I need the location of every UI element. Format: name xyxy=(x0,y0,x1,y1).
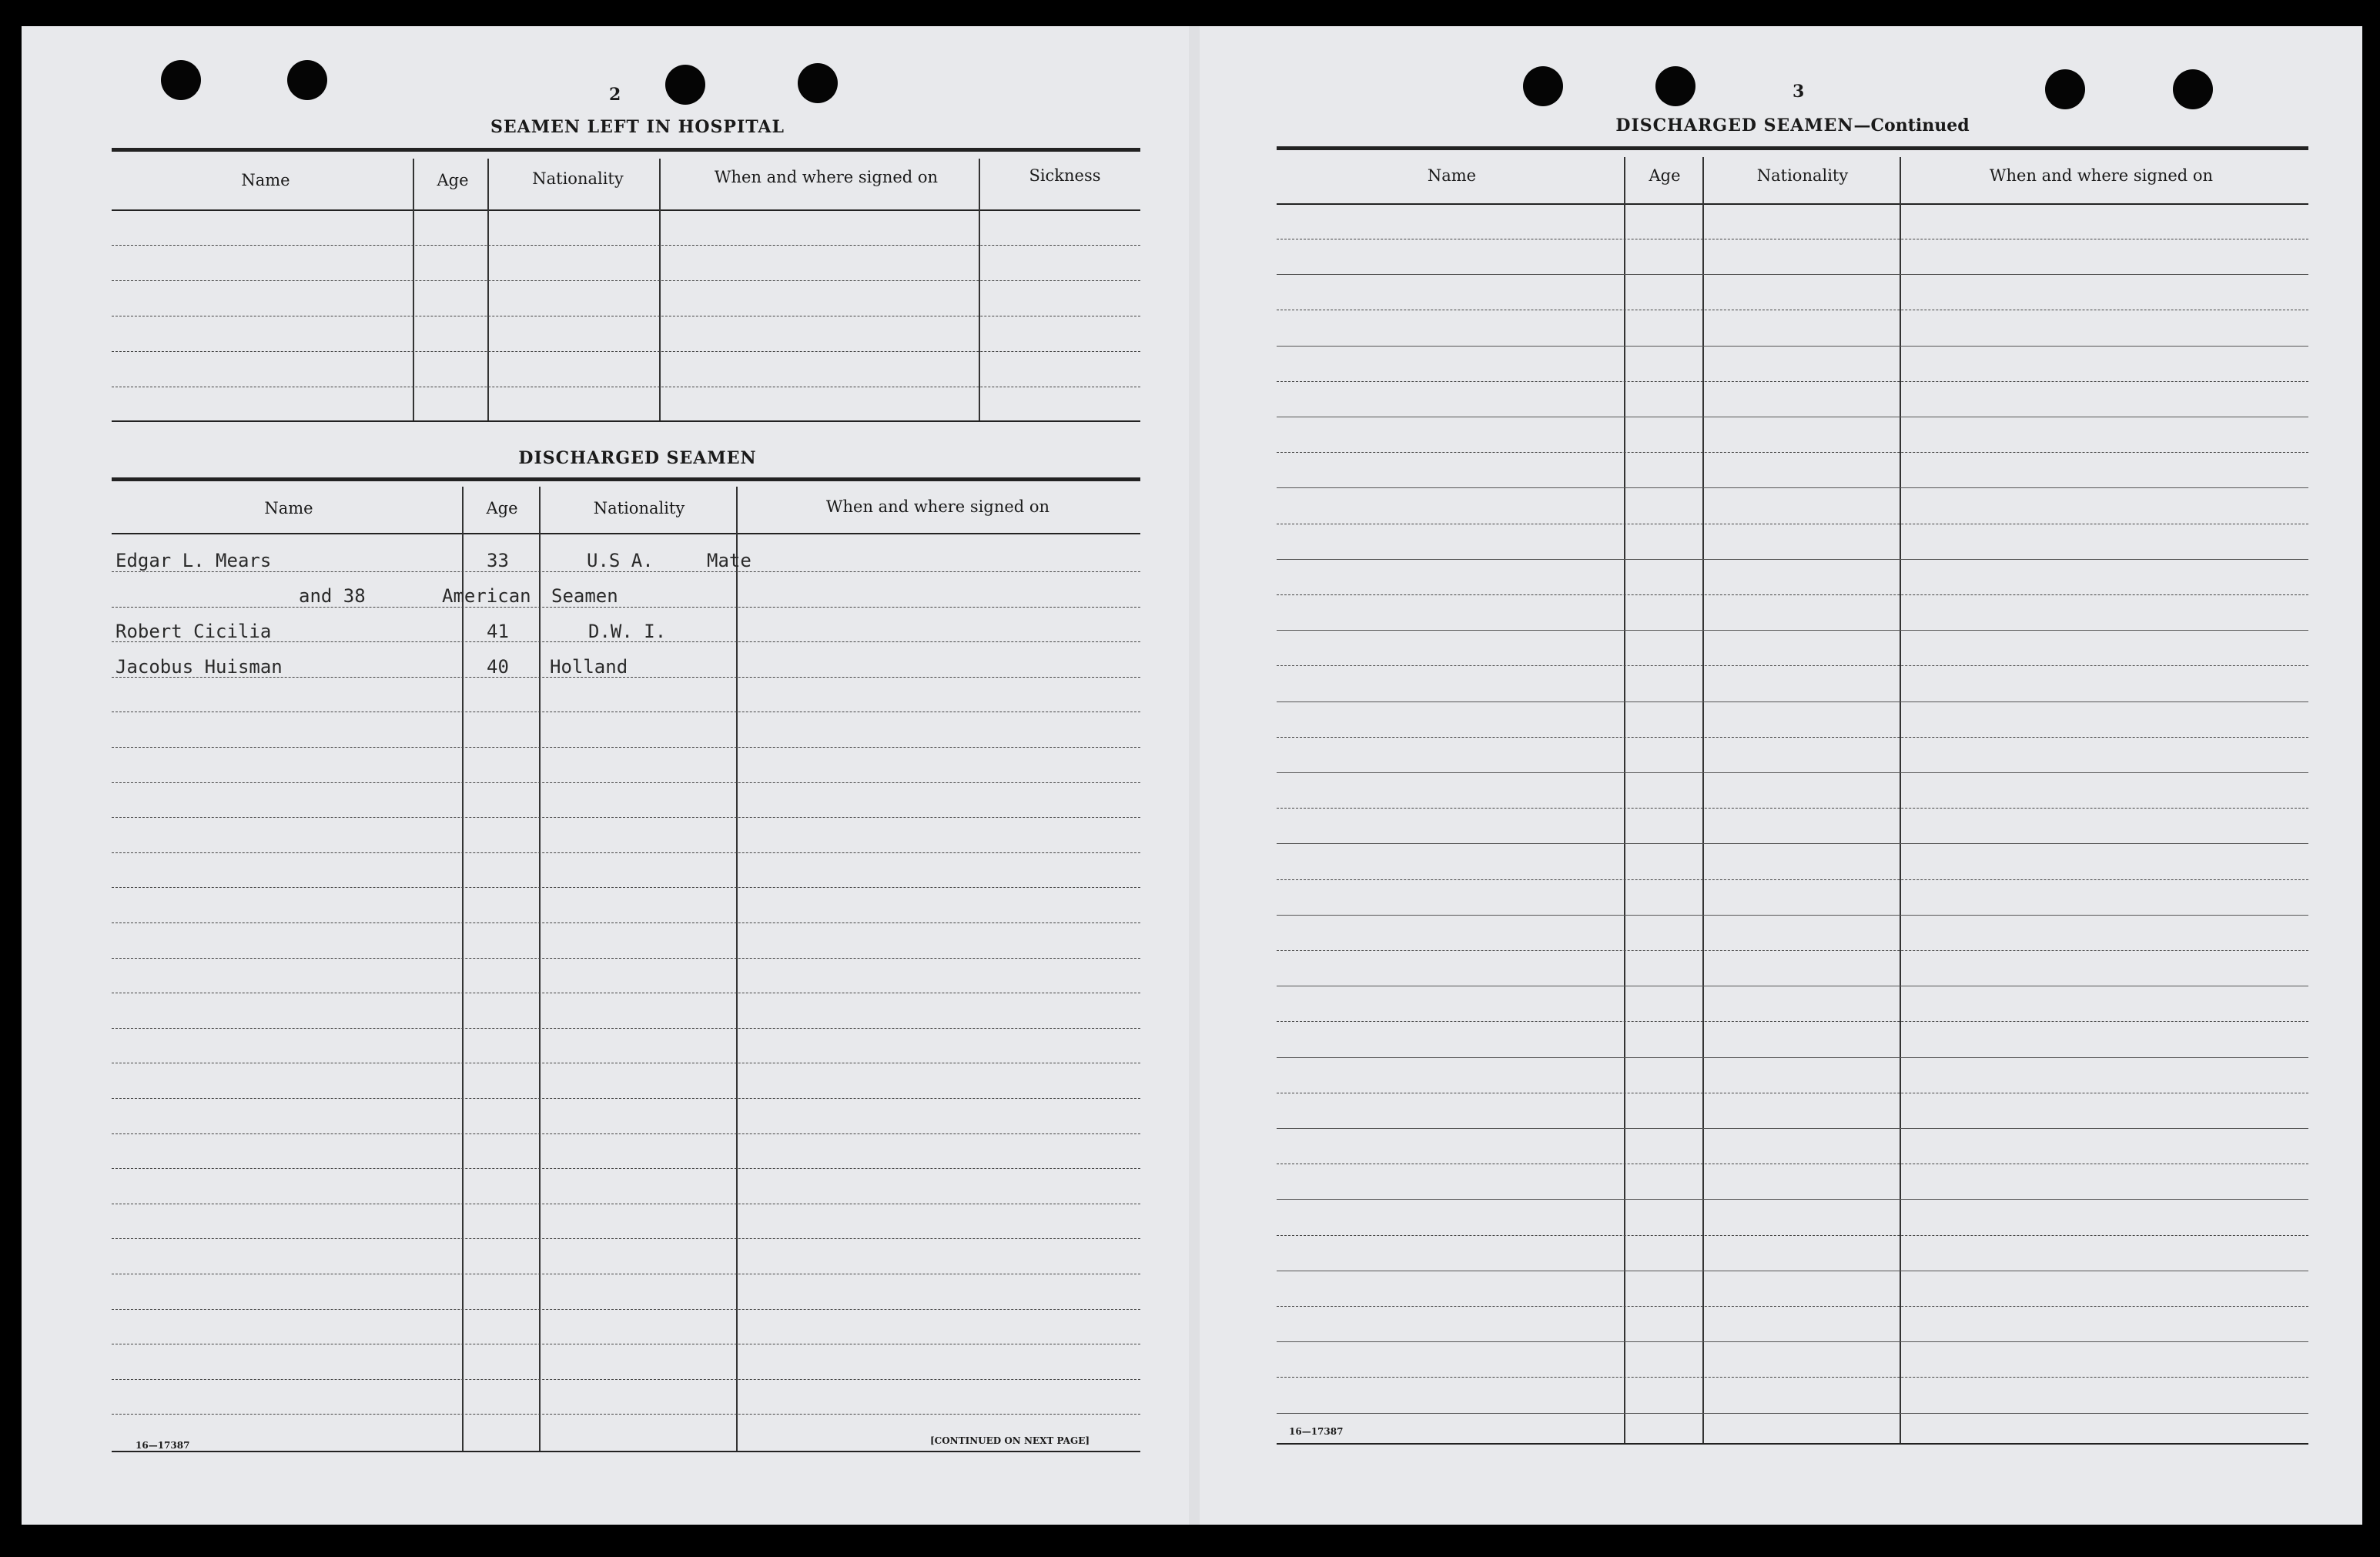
punch-hole xyxy=(161,60,201,100)
discharged-col-name: Name xyxy=(264,499,313,517)
entry-nationality: American xyxy=(442,585,531,607)
right-col-name: Name xyxy=(1427,166,1477,185)
ruled-line xyxy=(112,887,1140,888)
ruled-line xyxy=(112,607,1140,608)
entry-nationality: U.S A. xyxy=(587,550,654,571)
entry-name: Jacobus Huisman xyxy=(115,656,283,678)
hospital-col-divider xyxy=(487,159,489,422)
right-col-divider xyxy=(1624,157,1625,1445)
hospital-col-divider xyxy=(979,159,980,422)
discharged-header-rule xyxy=(112,533,1140,534)
ruled-line xyxy=(1277,1306,2308,1307)
entry-name: Edgar L. Mears xyxy=(115,550,272,571)
hospital-col-signed-on: When and where signed on xyxy=(714,168,939,186)
right-section-title xyxy=(1485,116,2100,136)
discharged-col-age: Age xyxy=(486,499,518,517)
discharged-col-divider xyxy=(736,487,738,1452)
ruled-line xyxy=(1277,950,2308,951)
entry-age: 33 xyxy=(487,550,509,571)
punch-hole xyxy=(287,60,327,100)
punch-hole xyxy=(2173,69,2213,109)
ruled-line xyxy=(1277,1235,2308,1236)
hospital-col-nationality: Nationality xyxy=(532,169,624,188)
hospital-col-name: Name xyxy=(241,171,290,189)
page-gutter xyxy=(1189,26,1200,1525)
right-col-age: Age xyxy=(1649,166,1681,185)
hospital-row-line xyxy=(112,351,1140,352)
left-form-number: 16—17387 xyxy=(136,1440,190,1451)
discharged-col-divider xyxy=(539,487,541,1452)
hospital-bottom-rule xyxy=(112,420,1140,422)
entry-nationality: D.W. I. xyxy=(588,621,667,642)
ruled-line xyxy=(112,747,1140,748)
ruled-line xyxy=(1277,665,2308,666)
ruled-line xyxy=(1277,487,2308,488)
ruled-line xyxy=(112,922,1140,923)
ruled-line xyxy=(112,1098,1140,1099)
ruled-line xyxy=(112,1133,1140,1134)
ruled-line xyxy=(1277,1057,2308,1058)
ruled-line xyxy=(112,1379,1140,1380)
hospital-col-divider xyxy=(413,159,414,422)
ruled-line xyxy=(1277,274,2308,275)
ruled-line xyxy=(112,817,1140,818)
ruled-line xyxy=(1277,1377,2308,1378)
punch-hole xyxy=(1523,66,1563,106)
hospital-col-divider xyxy=(659,159,661,422)
ruled-line xyxy=(112,1414,1140,1415)
entry-rating: Mate xyxy=(707,550,751,571)
discharged-bottom-rule xyxy=(112,1451,1140,1452)
ruled-line xyxy=(1277,346,2308,347)
discharged-col-nationality: Nationality xyxy=(593,499,685,517)
ruled-line xyxy=(1277,452,2308,453)
ruled-line xyxy=(1277,1199,2308,1200)
entry-rating: Seamen xyxy=(551,585,618,607)
document-sheet xyxy=(22,26,2362,1525)
hospital-header-rule xyxy=(112,209,1140,211)
punch-hole xyxy=(2045,69,2085,109)
right-header-rule xyxy=(1277,203,2308,205)
discharged-col-signed-on: When and where signed on xyxy=(825,497,1050,516)
hospital-row-line xyxy=(112,245,1140,246)
right-page-number: 3 xyxy=(1793,82,1805,102)
ruled-line xyxy=(1277,1413,2308,1414)
discharged-section-title: DISCHARGED SEAMEN xyxy=(518,448,757,468)
punch-hole xyxy=(1655,66,1695,106)
left-page-number: 2 xyxy=(609,85,621,105)
hospital-top-rule xyxy=(112,148,1140,152)
continued-note: [CONTINUED ON NEXT PAGE] xyxy=(930,1435,1090,1446)
punch-hole xyxy=(798,63,838,103)
right-title-suffix: —Continued xyxy=(1853,116,1970,136)
right-col-signed-on: When and where signed on xyxy=(1989,166,2214,185)
ruled-line xyxy=(112,1028,1140,1029)
punch-hole xyxy=(665,65,705,105)
ruled-line xyxy=(1277,1021,2308,1022)
right-title-main: DISCHARGED SEAMEN xyxy=(1615,116,1854,136)
hospital-col-age: Age xyxy=(437,171,469,189)
discharged-top-rule xyxy=(112,477,1140,481)
ruled-line xyxy=(112,571,1140,572)
ruled-line xyxy=(112,1168,1140,1169)
entry-nationality: Holland xyxy=(550,656,628,678)
ruled-line xyxy=(1277,630,2308,631)
ruled-line xyxy=(112,1309,1140,1310)
ruled-line xyxy=(1277,772,2308,773)
ruled-line xyxy=(1277,843,2308,844)
entry-name: and 38 xyxy=(299,585,366,607)
entry-name: Robert Cicilia xyxy=(115,621,272,642)
entry-age: 40 xyxy=(487,656,509,678)
ruled-line xyxy=(112,852,1140,853)
ruled-line xyxy=(112,958,1140,959)
right-form-number: 16—17387 xyxy=(1289,1426,1344,1437)
discharged-col-divider xyxy=(462,487,464,1452)
ruled-line xyxy=(1277,915,2308,916)
hospital-section-title: SEAMEN LEFT IN HOSPITAL xyxy=(490,117,785,137)
ruled-line xyxy=(1277,879,2308,880)
right-col-nationality: Nationality xyxy=(1756,166,1849,185)
right-col-divider xyxy=(1702,157,1704,1445)
ruled-line xyxy=(1277,381,2308,382)
ruled-line xyxy=(112,782,1140,783)
right-top-rule xyxy=(1277,146,2308,150)
right-bottom-rule xyxy=(1277,1443,2308,1445)
ruled-line xyxy=(1277,737,2308,738)
right-col-divider xyxy=(1900,157,1901,1445)
ruled-line xyxy=(1277,701,2308,702)
ruled-line xyxy=(1277,594,2308,595)
ruled-line xyxy=(1277,1341,2308,1342)
hospital-col-sickness: Sickness xyxy=(1029,166,1101,185)
entry-age: 41 xyxy=(487,621,509,642)
hospital-row-line xyxy=(112,280,1140,281)
ruled-line xyxy=(1277,1128,2308,1129)
ruled-line xyxy=(1277,559,2308,560)
ruled-line xyxy=(1277,808,2308,809)
ruled-line xyxy=(112,1238,1140,1239)
